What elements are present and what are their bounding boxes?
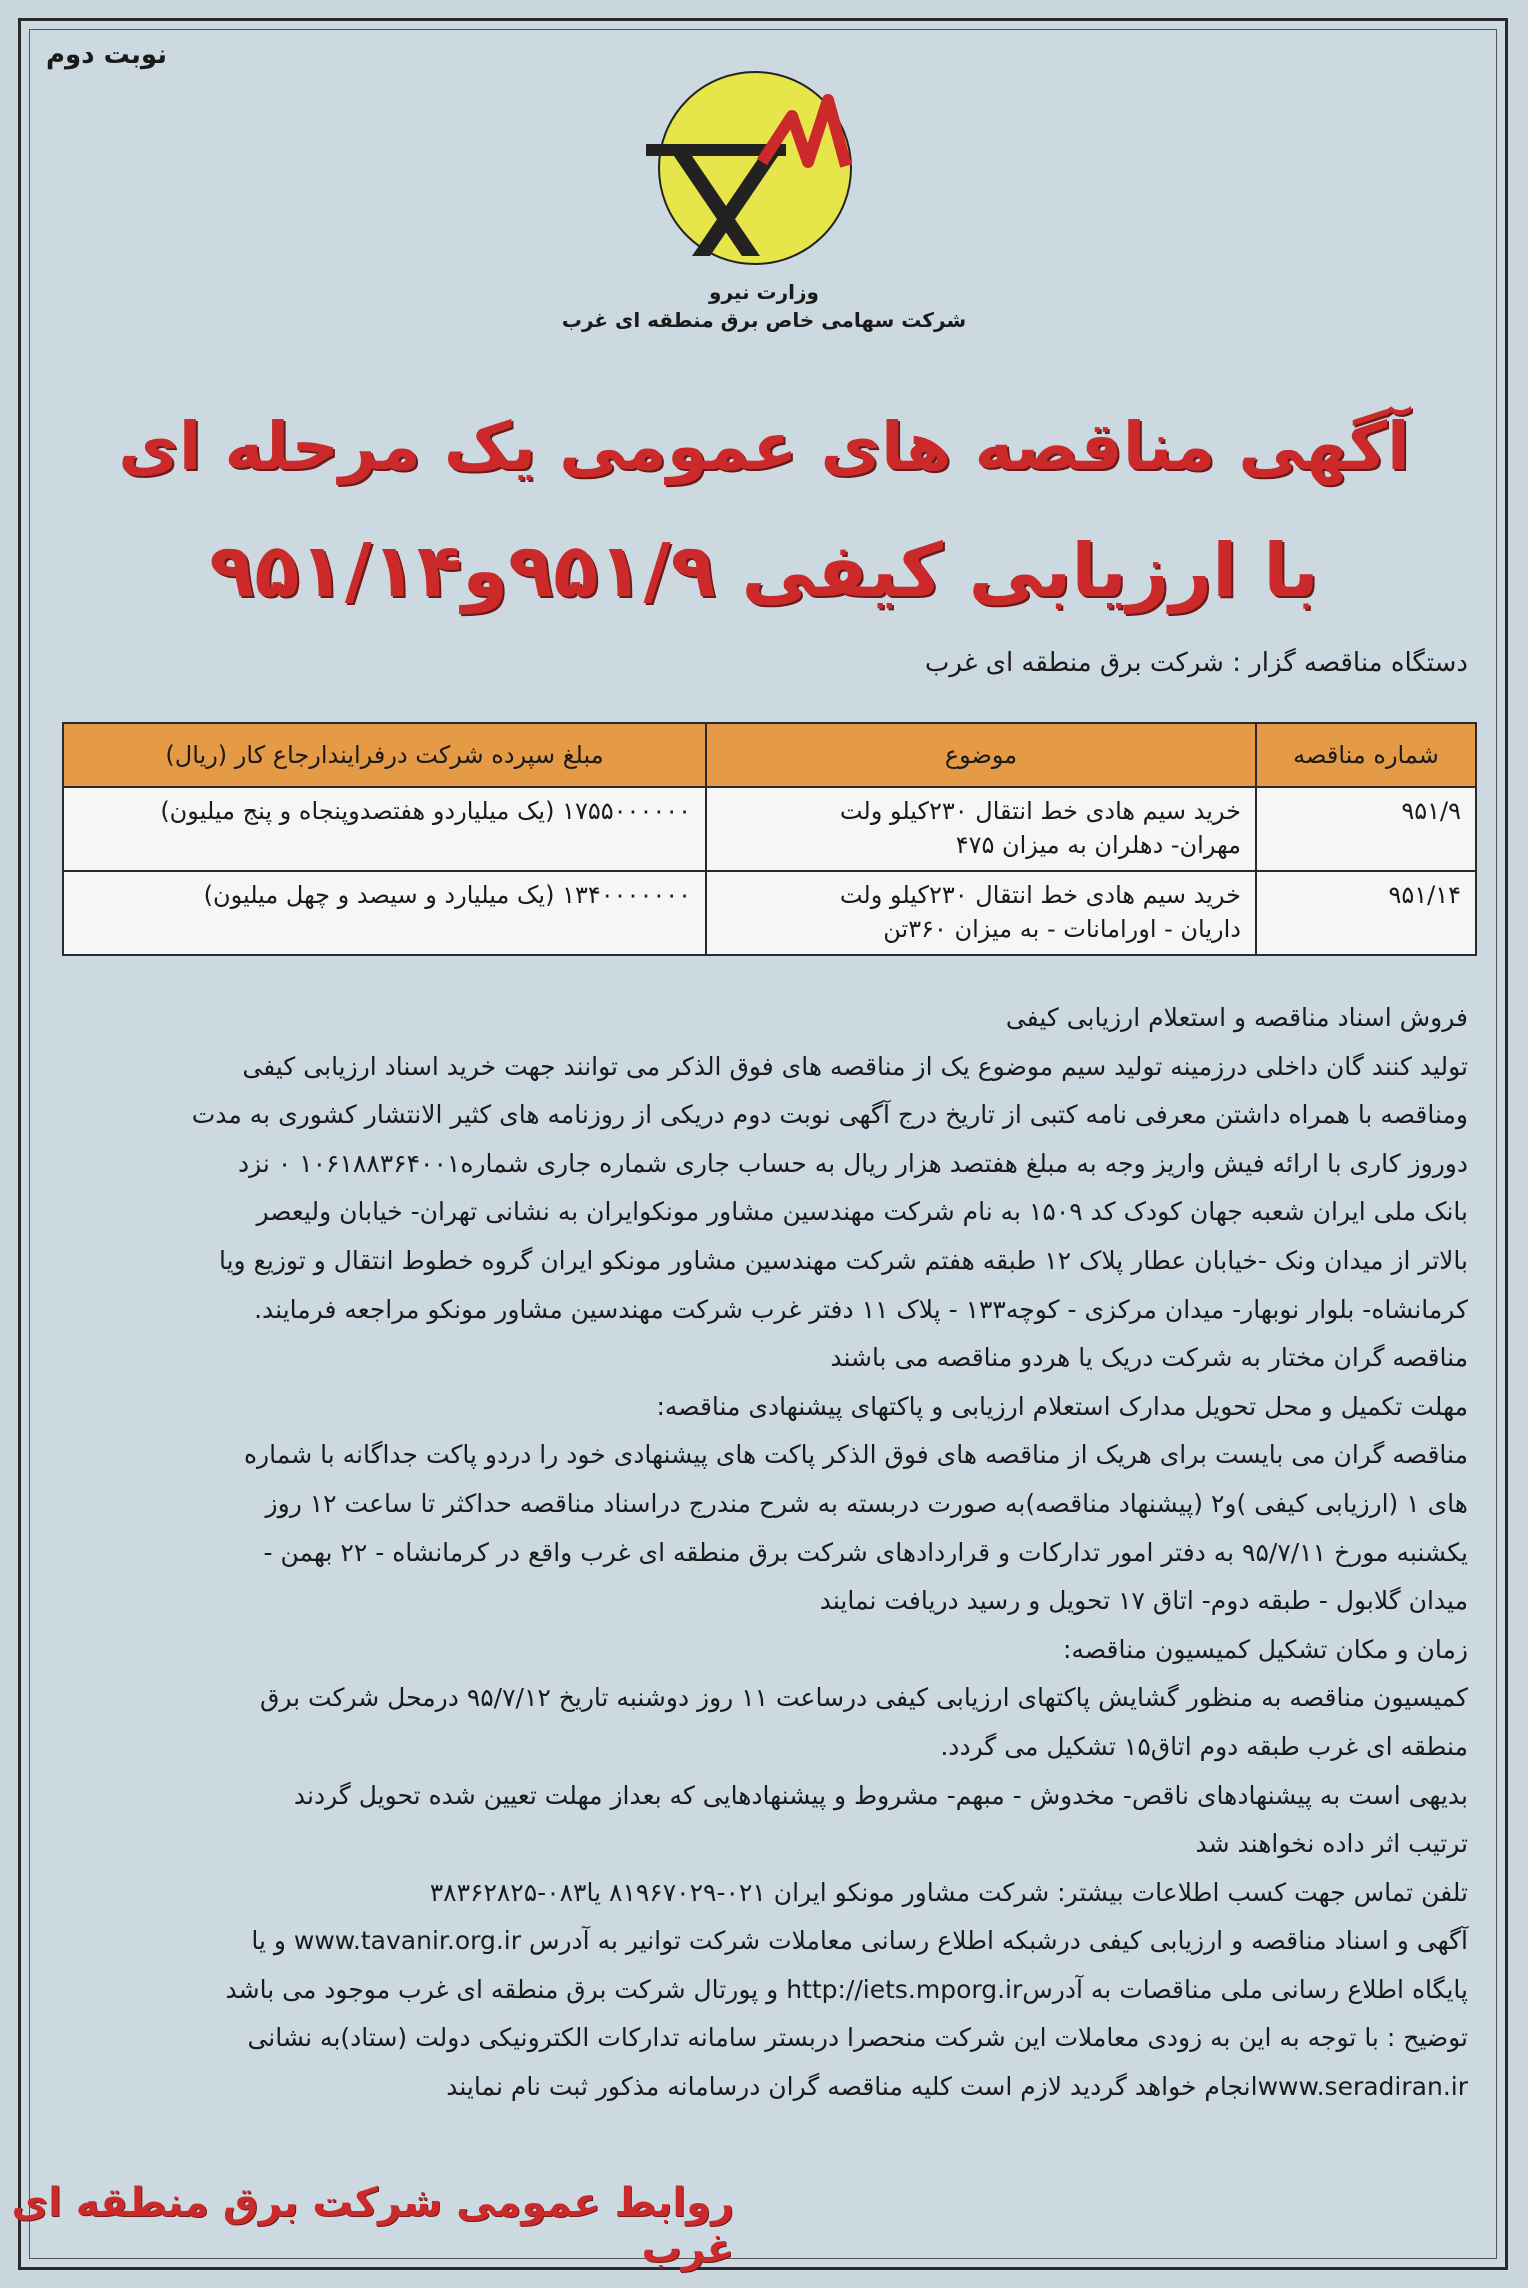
body-line: مناقصه گران مختار به شرکت دریک یا هردو مناقصه می باشند <box>830 1343 1468 1373</box>
body-line: توضیح : با توجه به این به زودی معاملات این شرکت منحصرا دربستر سامانه تدارکات الکترونیکی دولت (ستاد)به نشانی <box>247 2023 1468 2053</box>
subject-line: خرید سیم هادی خط انتقال ۲۳۰کیلو ولت <box>839 881 1241 909</box>
body-line: آگهی و اسناد مناقصه و ارزیابی کیفی درشبکه اطلاع رسانی معاملات شرکت توانیر به آدرس www.tavanir.org.ir و یا <box>251 1926 1468 1956</box>
header-tender-number: شماره مناقصه <box>1256 723 1476 787</box>
body-line: ترتیب اثر داده نخواهند شد <box>1195 1829 1468 1859</box>
body-line: میدان گلابول - طبقه دوم- اتاق ۱۷ تحویل و رسید دریافت نمایند <box>819 1586 1468 1616</box>
subject-line: خرید سیم هادی خط انتقال ۲۳۰کیلو ولت <box>839 797 1241 825</box>
body-line: بانک ملی ایران شعبه جهان کودک کد ۱۵۰۹ به نام شرکت مهندسین مشاور مونکوایران به نشانی تهران- خیابان ولیعصر <box>256 1197 1468 1227</box>
body-line: دوروز کاری با ارائه فیش واریز وجه به مبلغ هفتصد هزار ریال به حساب جاری شماره جاری شماره۱۰۶۱۸۸۳۶۴۰۰۱ ۰ نزد <box>237 1148 1468 1178</box>
title-line-2: با ارزیابی کیفی ۹۵۱/۹و۹۵۱/۱۴ <box>209 528 1319 614</box>
header-subject: موضوع <box>706 723 1256 787</box>
table-row <box>63 787 1476 871</box>
tender-number: ۹۵۱/۹ <box>1256 787 1476 871</box>
tender-deposit: ۱۳۴۰۰۰۰۰۰۰ (یک میلیارد و سیصد و چهل میلیون) <box>63 871 706 955</box>
body-line: منطقه ای غرب طبقه دوم اتاق۱۵ تشکیل می گردد. <box>940 1731 1468 1761</box>
contact-line: تلفن تماس جهت کسب اطلاعات بیشتر: شرکت مشاور مونکو ایران ۰۲۱-۸۱۹۶۷۰۲۹ یا۰۸۳-۳۸۳۶۲۸۲۵ <box>429 1877 1468 1907</box>
body-line: مناقصه گران می بایست برای هریک از مناقصه های فوق الذکر پاکت های پیشنهادی خود را دردو پاکت جداگانه با شماره <box>243 1440 1468 1470</box>
tender-number: ۹۵۱/۱۴ <box>1256 871 1476 955</box>
section-heading: مهلت تکمیل و محل تحویل مدارک استعلام ارزیابی و پاکتهای پیشنهادی مناقصه: <box>656 1391 1468 1421</box>
tender-subject <box>706 871 1256 955</box>
body-line: کرمانشاه- بلوار نوبهار- میدان مرکزی - کوچه۱۳۳ - پلاک ۱۱ دفتر غرب شرکت مهندسین مشاور مونکو مراجعه فرمایند. <box>254 1294 1468 1324</box>
body-text <box>62 994 1468 2112</box>
body-line: بالاتر از میدان ونک -خیابان عطار پلاک ۱۲ طبقه هفتم شرکت مهندسین مشاور مونکو ایران گروه خطوط انتقال و توزیع ویا <box>218 1245 1468 1275</box>
body-line: بدیهی است به پیشنهادهای ناقص- مخدوش - مبهم- مشروط و پیشنهادهایی که بعداز مهلت تعیین شده تحویل گردند <box>293 1780 1468 1810</box>
body-line: ومناقصه با همراه داشتن معرفی نامه کتبی از تاریخ درج آگهی نوبت دوم دریکی از روزنامه های کثیر الانتشار کشوری به مدت <box>191 1100 1468 1130</box>
body-line: تولید کنند گان داخلی درزمینه تولید سیم موضوع یک از مناقصه های فوق الذکر می توانند جهت خرید اسناد ارزیابی کیفی <box>242 1051 1468 1081</box>
round-label: نوبت دوم <box>46 40 167 70</box>
body-line: www.seradiran.irانجام خواهد گردید لازم است کلیه مناقصه گران درسامانه مذکور ثبت نام نمایند <box>446 2072 1468 2102</box>
body-line: های ۱ (ارزیابی کیفی )و۲ (پیشنهاد مناقصه)به صورت دربسته به شرح مندرج دراسناد مناقصه حداکثر تا ساعت ۱۲ روز <box>265 1488 1468 1518</box>
tavanir-logo <box>632 70 878 270</box>
tenders-table <box>62 722 1477 956</box>
section-heading: فروش اسناد مناقصه و استعلام ارزیابی کیفی <box>1005 1003 1468 1032</box>
issuer-line: دستگاه مناقصه گزار : شرکت برق منطقه ای غرب <box>924 648 1468 678</box>
body-line: یکشنبه مورخ ۹۵/۷/۱۱ به دفتر امور تدارکات و قراردادهای شرکت برق منطقه ای غرب واقع در کرمانشاه - ۲۲ بهمن - <box>263 1537 1468 1567</box>
tender-deposit: ۱۷۵۵۰۰۰۰۰۰ (یک میلیاردو هفتصدوپنجاه و پنج میلیون) <box>63 787 706 871</box>
tender-subject <box>706 787 1256 871</box>
company-name: شرکت سهامی خاص برق منطقه ای غرب <box>561 308 967 332</box>
footer-signature: روابط عمومی شرکت برق منطقه ای غرب <box>11 2180 734 2272</box>
table-header-row <box>63 723 1476 787</box>
title-line-1: آگهی مناقصه های عمومی یک مرحله ای <box>118 408 1410 485</box>
body-line: پایگاه اطلاع رسانی ملی مناقصات به آدرسhttp://iets.mporg.ir و پورتال شرکت برق منطقه ای غرب موجود می باشد <box>225 1974 1468 2004</box>
section-heading: زمان و مکان تشکیل کمیسیون مناقصه: <box>1063 1634 1468 1664</box>
body-line: کمیسیون مناقصه به منظور گشایش پاکتهای ارزیابی کیفی درساعت ۱۱ روز دوشنبه تاریخ ۹۵/۷/۱۲ درمحل شرکت برق <box>259 1683 1468 1713</box>
subject-line: مهران- دهلران به میزان ۴۷۵ <box>955 831 1241 859</box>
subject-line: داریان - اورامانات - به میزان ۳۶۰تن <box>883 915 1241 943</box>
ministry-name: وزارت نیرو <box>709 280 819 304</box>
header-deposit: مبلغ سپرده شرکت درفرایندارجاع کار (ریال) <box>63 723 706 787</box>
table-row <box>63 871 1476 955</box>
